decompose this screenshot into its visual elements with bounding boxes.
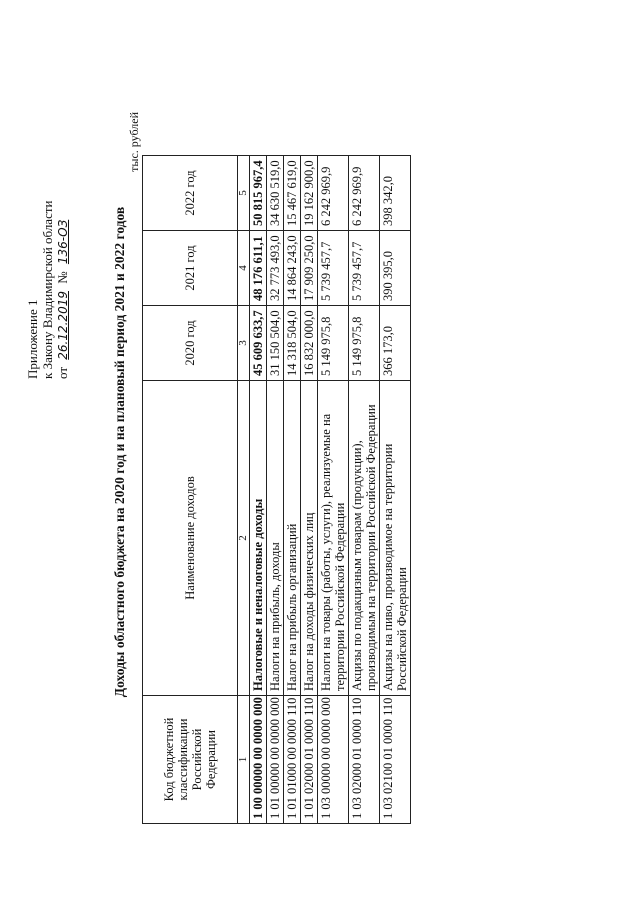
row-name: Налоги на прибыль, доходы [267, 381, 284, 696]
date-prefix: от [55, 366, 70, 379]
appendix-line-1: Приложение 1 [25, 299, 40, 379]
row-code: 1 03 02100 01 0000 110 [380, 696, 411, 824]
handwritten-number: 136-ОЗ [56, 219, 70, 265]
table-row [284, 156, 301, 824]
appendix-line-2: к Закону Владимирской области [40, 200, 55, 379]
row-2021: 32 773 493,0 [267, 231, 284, 306]
row-2020: 366 173,0 [380, 306, 411, 381]
units-label: тыс. рублей [127, 112, 141, 172]
handwritten-date: 26.12.2019 [56, 291, 70, 360]
row-code: 1 01 00000 00 0000 000 [267, 696, 284, 824]
table-row [380, 156, 411, 824]
row-2021: 5 739 457,7 [349, 231, 380, 306]
header-code: Код бюджетной классификации Российской Федерации [143, 696, 238, 824]
document-title: Доходы областного бюджета на 2020 год и на плановый период 2021 и 2022 годов [112, 206, 127, 698]
row-name: Налоговые и неналоговые доходы [250, 381, 267, 696]
row-2020: 31 150 504,0 [267, 306, 284, 381]
row-code: 1 03 02000 01 0000 110 [349, 696, 380, 824]
column-number: 1 [238, 696, 250, 824]
column-number-row [238, 156, 250, 824]
appendix-block [25, 201, 71, 379]
table-row [267, 156, 284, 824]
row-name: Акцизы по подакцизным товарам (продукции), производимым на территории Российской Федерации [349, 381, 380, 696]
row-2020: 14 318 504,0 [284, 306, 301, 381]
row-name: Налог на прибыль организаций [284, 381, 301, 696]
header-2021: 2021 год [143, 231, 238, 306]
column-number: 3 [238, 306, 250, 381]
row-2020: 5 149 975,8 [318, 306, 349, 381]
row-2021: 390 395,0 [380, 231, 411, 306]
column-number: 4 [238, 231, 250, 306]
row-code: 1 01 02000 01 0000 110 [301, 696, 318, 824]
table-row [250, 156, 267, 824]
row-2020: 5 149 975,8 [349, 306, 380, 381]
row-2022: 15 467 619,0 [284, 156, 301, 231]
row-2021: 14 864 243,0 [284, 231, 301, 306]
table-row [301, 156, 318, 824]
row-2022: 19 162 900,0 [301, 156, 318, 231]
row-name: Налог на доходы физических лиц [301, 381, 318, 696]
row-2021: 5 739 457,7 [318, 231, 349, 306]
number-prefix: № [55, 271, 70, 284]
table-row [318, 156, 349, 824]
header-2022: 2022 год [143, 156, 238, 231]
header-name: Наименование доходов [143, 381, 238, 696]
row-code: 1 01 01000 00 0000 110 [284, 696, 301, 824]
revenue-table [142, 155, 411, 824]
row-2022: 50 815 967,4 [250, 156, 267, 231]
appendix-date-line [55, 201, 71, 379]
header-2020: 2020 год [143, 306, 238, 381]
row-2020: 45 609 633,7 [250, 306, 267, 381]
row-2022: 34 630 519,0 [267, 156, 284, 231]
table-row [349, 156, 380, 824]
row-code: 1 00 00000 00 0000 000 [250, 696, 267, 824]
row-2021: 17 909 250,0 [301, 231, 318, 306]
row-name: Налоги на товары (работы, услуги), реализуемые на территории Российской Федерации [318, 381, 349, 696]
row-name: Акцизы на пиво, производимое на территории Российской Федерации [380, 381, 411, 696]
row-2022: 398 342,0 [380, 156, 411, 231]
column-number: 5 [238, 156, 250, 231]
row-2022: 6 242 969,9 [349, 156, 380, 231]
row-2022: 6 242 969,9 [318, 156, 349, 231]
row-code: 1 03 00000 00 0000 000 [318, 696, 349, 824]
column-number: 2 [238, 381, 250, 696]
header-row [143, 156, 238, 824]
row-2020: 16 832 000,0 [301, 306, 318, 381]
row-2021: 48 176 611,1 [250, 231, 267, 306]
